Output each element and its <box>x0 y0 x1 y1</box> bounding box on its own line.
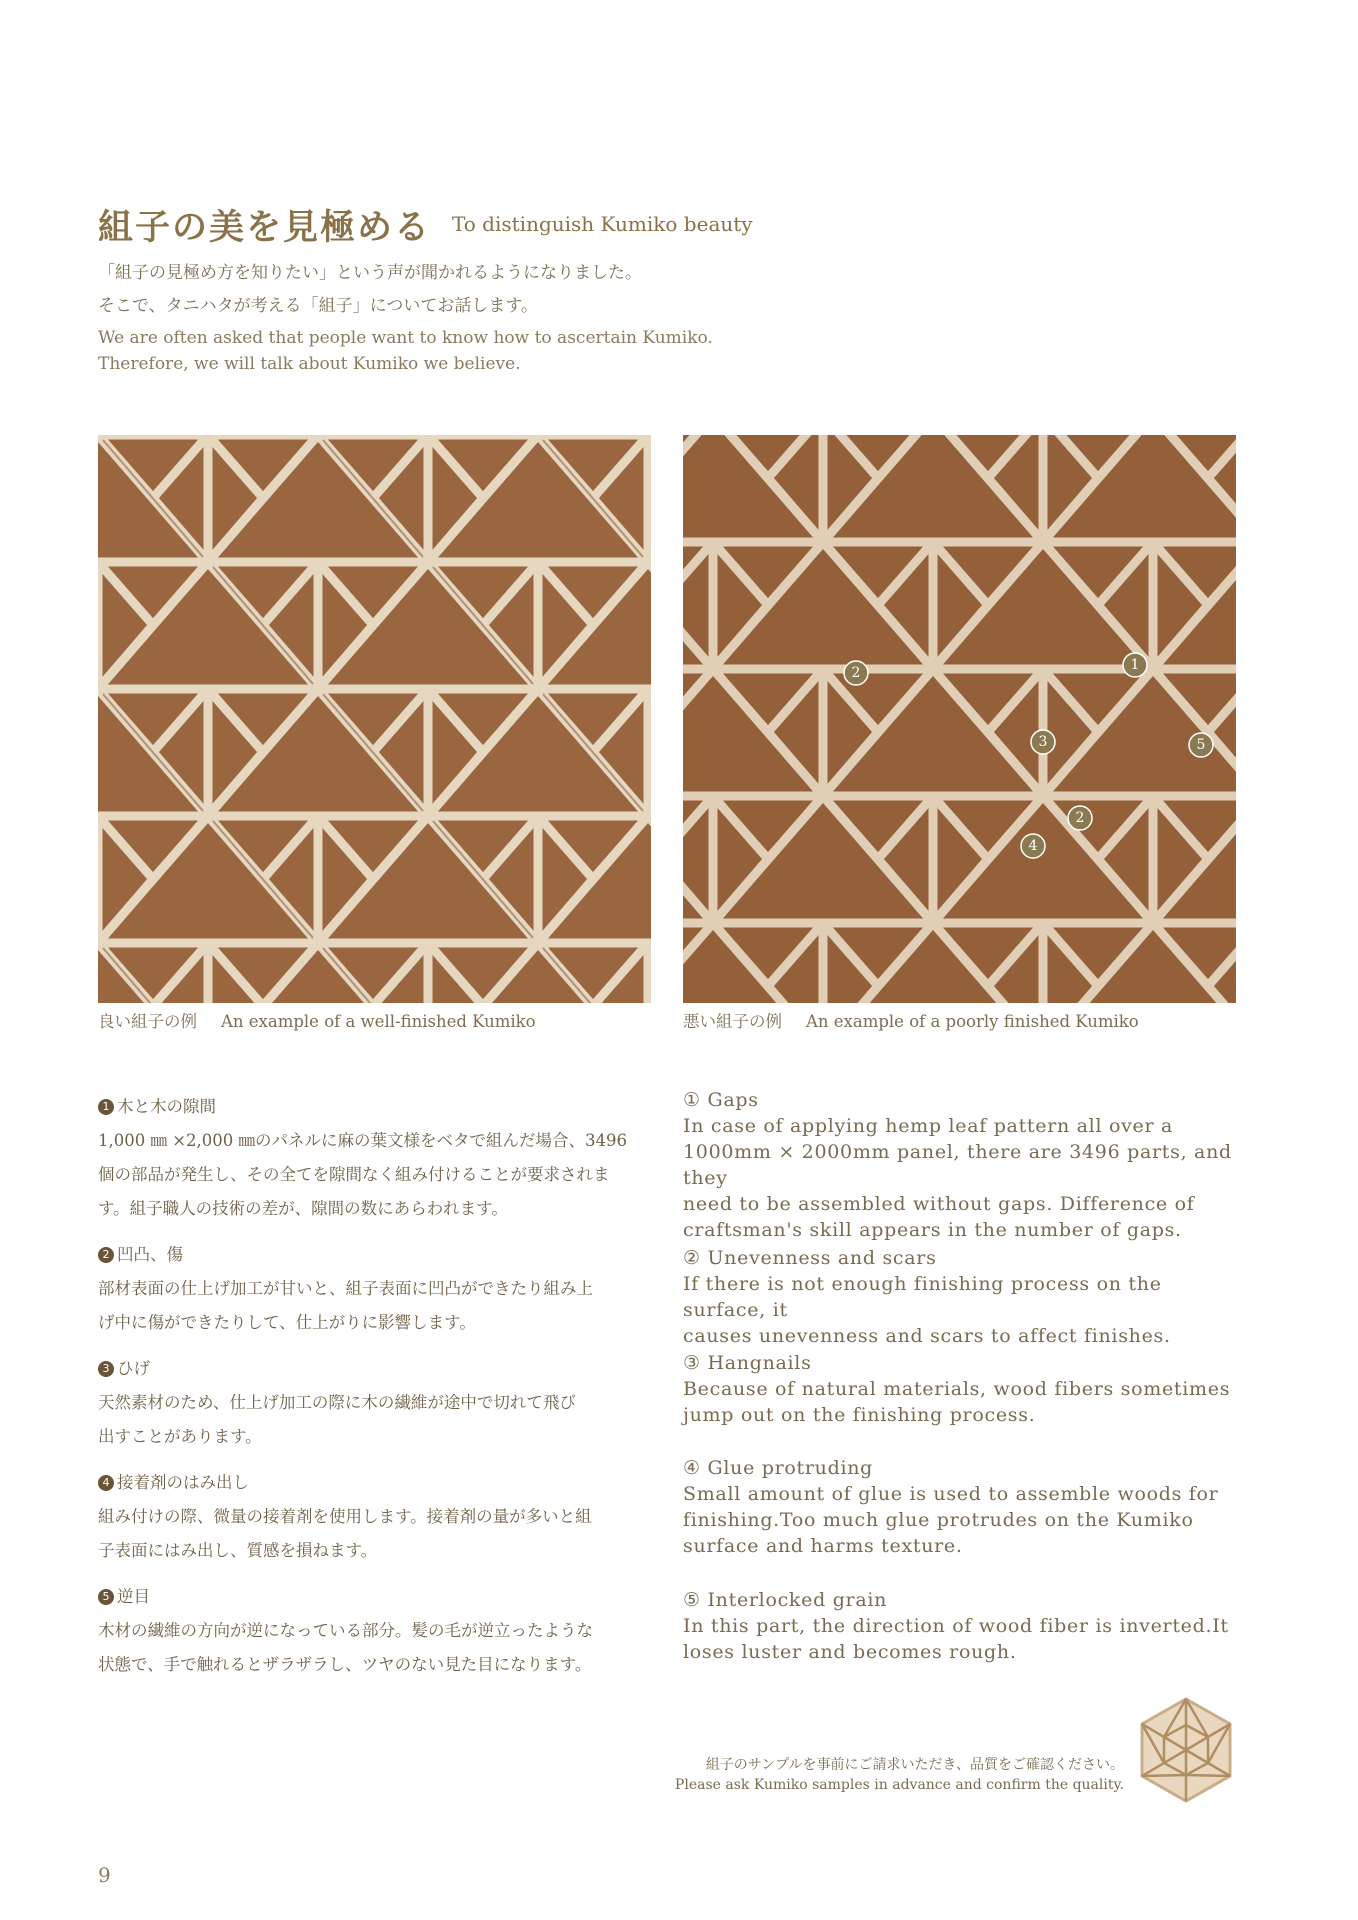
section-en-hangnails <box>683 1350 1235 1428</box>
caption-good <box>98 1008 536 1032</box>
number-5-icon: 5 <box>98 1589 114 1605</box>
number-2-icon: 2 <box>98 1247 114 1263</box>
number-4-icon: 4 <box>98 1475 114 1491</box>
marker-4 <box>1021 834 1045 858</box>
kumiko-pattern-poor <box>683 435 1236 1003</box>
section-en-title: ② Unevenness and scars <box>683 1247 937 1269</box>
section-ja-unevenness <box>98 1238 656 1340</box>
caption-poor-en: An example of a poorly finished Kumiko <box>806 1012 1139 1031</box>
section-en-line: Because of natural materials, wood fibers sometimes <box>683 1378 1231 1400</box>
section-ja-title: 逆目 <box>117 1587 150 1606</box>
section-en-line: loses luster and becomes rough. <box>683 1641 1017 1663</box>
section-ja-line: 状態で、手で触れるとザラザラし、ツヤのない見た目になります。 <box>98 1655 592 1674</box>
section-en-line: In case of applying hemp leaf pattern all over a <box>683 1115 1174 1137</box>
section-en-line: surface and harms texture. <box>683 1535 963 1557</box>
section-ja-line: す。組子職人の技術の差が、隙間の数にあらわれます。 <box>98 1199 508 1218</box>
section-ja-grain <box>98 1580 656 1682</box>
svg-text:2: 2 <box>851 665 861 681</box>
marker-1 <box>1123 653 1147 677</box>
section-en-line: finishing.Too much glue protrudes on the Kumiko <box>683 1509 1194 1531</box>
caption-good-en: An example of a well-finished Kumiko <box>221 1012 536 1031</box>
section-en-line: If there is not enough finishing process on the surface, it <box>683 1273 1162 1321</box>
marker-3 <box>1031 730 1055 754</box>
kumiko-pattern-good <box>98 435 651 1003</box>
photo-good-kumiko <box>98 435 651 1003</box>
section-en-title: ③ Hangnails <box>683 1352 812 1374</box>
section-en-glue <box>683 1455 1235 1559</box>
svg-text:5: 5 <box>1196 737 1206 753</box>
number-1-icon: 1 <box>98 1099 114 1115</box>
section-ja-title: 凹凸、傷 <box>117 1245 183 1264</box>
section-ja-title: ひげ <box>117 1359 150 1378</box>
section-en-title: ④ Glue protruding <box>683 1457 874 1479</box>
section-en-title: ① Gaps <box>683 1089 759 1111</box>
section-en-grain <box>683 1587 1235 1665</box>
footer-note-en: Please ask Kumiko samples in advance and confirm the quality. <box>674 1777 1124 1793</box>
section-ja-title: 接着剤のはみ出し <box>117 1473 249 1492</box>
section-ja-line: 出すことがあります。 <box>98 1427 262 1446</box>
page-title-english: To distinguish Kumiko beauty <box>452 212 753 236</box>
section-ja-line: げ中に傷ができたりして、仕上がりに影響します。 <box>98 1313 476 1332</box>
photo-poor-kumiko <box>683 435 1236 1003</box>
intro-en-line-1: We are often asked that people want to know how to ascertain Kumiko. <box>98 328 713 348</box>
marker-2-upper <box>844 661 868 685</box>
svg-text:1: 1 <box>1130 657 1140 673</box>
intro-en-line-2: Therefore, we will talk about Kumiko we believe. <box>98 354 521 374</box>
section-ja-title: 木と木の隙間 <box>117 1097 216 1116</box>
svg-text:3: 3 <box>1038 734 1048 750</box>
number-3-icon: 3 <box>98 1361 114 1377</box>
section-ja-hangnails <box>98 1352 656 1454</box>
section-en-line: craftsman's skill appears in the number of gaps. <box>683 1219 1182 1241</box>
section-ja-line: 1,000 ㎜ ×2,000 ㎜のパネルに麻の葉文様をベタで組んだ場合、3496 <box>98 1131 628 1150</box>
section-ja-line: 天然素材のため、仕上げ加工の際に木の繊維が途中で切れて飛び <box>98 1393 576 1412</box>
section-ja-line: 木材の繊維の方向が逆になっている部分。髪の毛が逆立ったような <box>98 1621 593 1640</box>
section-en-line: jump out on the finishing process. <box>683 1404 1036 1426</box>
marker-5 <box>1189 733 1213 757</box>
section-en-unevenness <box>683 1245 1235 1349</box>
section-ja-line: 子表面にはみ出し、質感を損ねます。 <box>98 1541 378 1560</box>
section-en-line: causes unevenness and scars to affect finishes. <box>683 1325 1171 1347</box>
page-number: 9 <box>98 1863 111 1887</box>
section-ja-glue <box>98 1466 656 1568</box>
svg-text:2: 2 <box>1075 810 1085 826</box>
footer-note-ja: 組子のサンプルを事前にご請求いただき、品質をご確認ください。 <box>705 1757 1124 1773</box>
section-ja-line: 組み付けの際、微量の接着剤を使用します。接着剤の量が多いと組 <box>98 1507 592 1526</box>
section-en-line: need to be assembled without gaps. Difference of <box>683 1193 1195 1215</box>
section-en-line: Small amount of glue is used to assemble woods for <box>683 1483 1219 1505</box>
section-en-line: 1000mm × 2000mm panel, there are 3496 parts, and they <box>683 1141 1232 1189</box>
kumiko-sample-image <box>1138 1695 1234 1805</box>
caption-poor-ja: 悪い組子の例 <box>683 1012 782 1031</box>
section-en-title: ⑤ Interlocked grain <box>683 1589 888 1611</box>
asanoha-hexagon-icon <box>1138 1695 1234 1805</box>
svg-text:4: 4 <box>1028 838 1038 854</box>
section-en-line: In this part, the direction of wood fiber is inverted.It <box>683 1615 1229 1637</box>
section-ja-line: 個の部品が発生し、その全てを隙間なく組み付けることが要求されま <box>98 1165 610 1184</box>
marker-2-lower <box>1068 806 1092 830</box>
caption-good-ja: 良い組子の例 <box>98 1012 197 1031</box>
section-ja-line: 部材表面の仕上げ加工が甘いと、組子表面に凹凸ができたり組み上 <box>98 1279 593 1298</box>
page-title-japanese: 組子の美を見極める <box>98 207 432 248</box>
intro-ja-line-1: 「組子の見極め方を知りたい」という声が聞かれるようになりました。 <box>98 263 642 283</box>
section-en-gaps <box>683 1087 1235 1243</box>
intro-ja-line-2: そこで、タニハタが考える「組子」についてお話します。 <box>98 296 538 316</box>
section-ja-gaps <box>98 1090 656 1226</box>
caption-poor <box>683 1008 1139 1032</box>
